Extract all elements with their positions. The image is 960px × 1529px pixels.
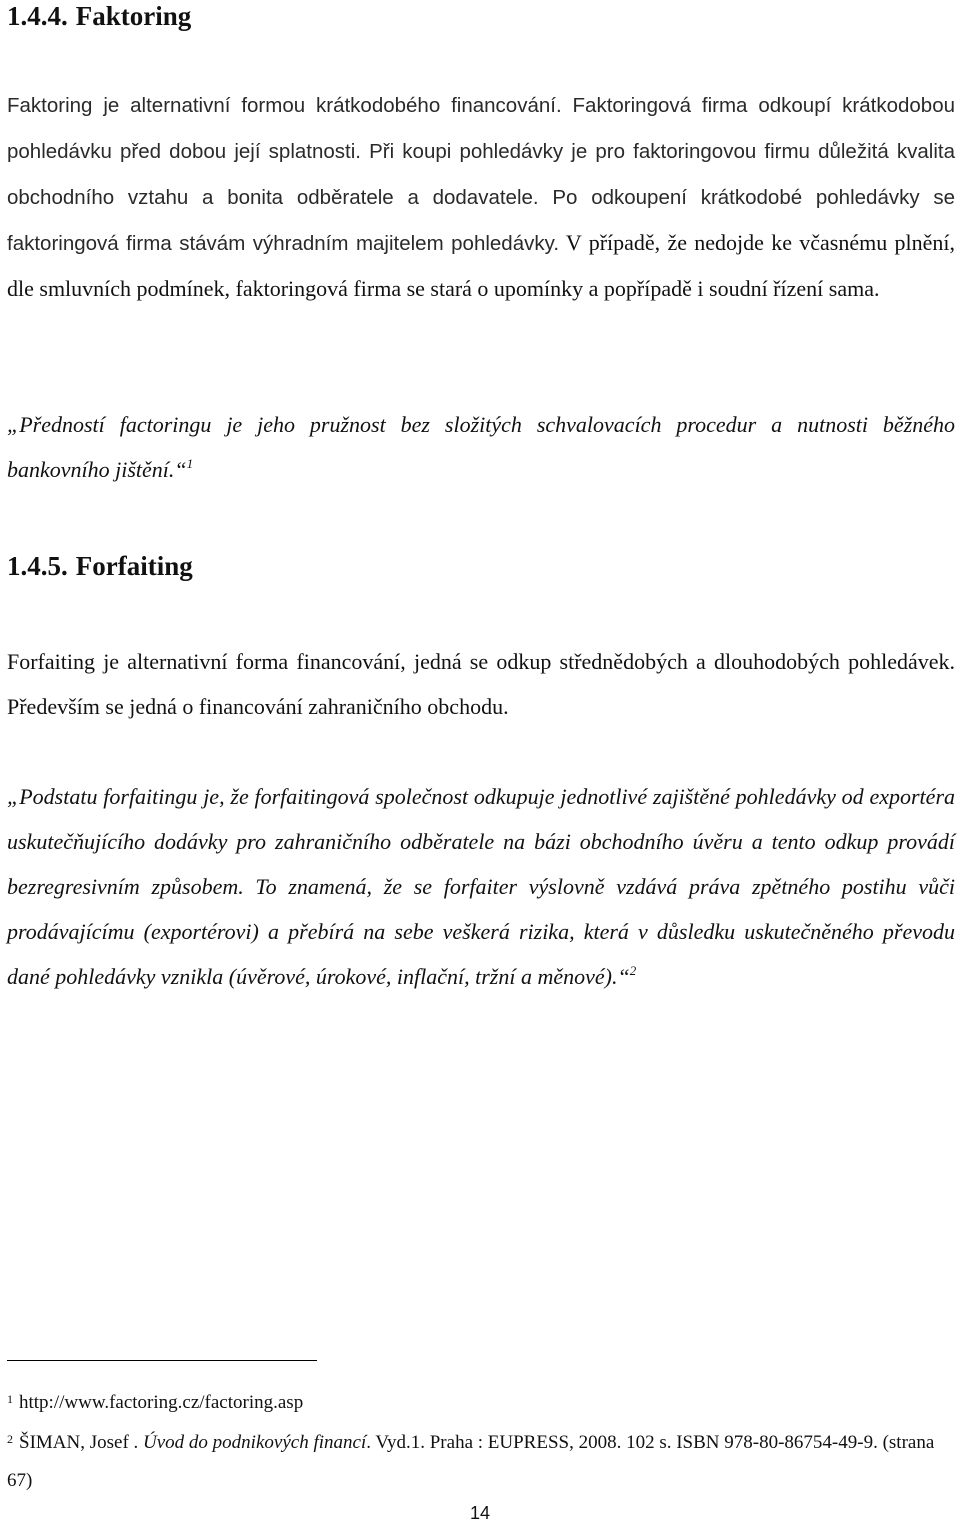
section-title: Faktoring — [75, 1, 192, 31]
faktoring-quote — [7, 402, 955, 492]
section-heading-forfaiting — [7, 550, 193, 582]
footnote-1 — [7, 1384, 955, 1422]
section-heading-faktoring — [7, 0, 191, 32]
footnote-2-rest: . Vyd.1. Praha : EUPRESS, 2008. 102 s. ISBN 978-80-86754-49-9. (strana 67) — [7, 1432, 935, 1491]
footnote-marker: 2 — [7, 1432, 13, 1446]
forfaiting-quote-text: „Podstatu forfaitingu je, že forfaitingová společnost odkupuje jednotlivé zajištěné pohledávky od exportéra uskutečňujícího dodávky pro zahraničního odběratele na bázi obchodního úvěru a tento odkup provádí bezregresivním způsobem. To znamená, že se forfaiter výslovně vzdává práva zpětného postihu vůči prodávajícímu (exportérovi) a přebírá na sebe veškerá rizika, která v důsledku uskutečněného převodu dané pohledávky vznikla (úvěrové, úrokové, inflační, tržní a měnové).“ — [7, 784, 955, 989]
footnote-ref-1[interactable]: 1 — [186, 456, 194, 471]
footnote-2 — [7, 1424, 955, 1500]
section-number: 1.4.5. — [7, 551, 68, 581]
section-title: Forfaiting — [75, 551, 193, 581]
faktoring-paragraph-serif: V případě, že nedojde ke včasnému plnění, dle smluvních podmínek, faktoringová firma se stará o upomínky a popřípadě i soudní řízení sama. — [7, 230, 955, 301]
footnote-1-link[interactable]: http://www.factoring.cz/factoring.asp — [19, 1392, 304, 1413]
footnote-2-author: ŠIMAN, Josef . — [19, 1432, 139, 1453]
forfaiting-paragraph: Forfaiting je alternativní forma financování, jedná se odkup střednědobých a dlouhodobých pohledávek. Především se jedná o financování zahraničního obchodu. — [7, 649, 955, 719]
footnote-ref-2[interactable]: 2 — [629, 963, 637, 978]
faktoring-paragraph-sans: Faktoring je alternativní formou krátkodobého financování. Faktoringová firma odkoupí krátkodobou pohledávku před dobou její splatnosti. Při koupi pohledávky je pro faktoringovou firmu důležitá kvalita obchodního vztahu a bonita odběratele a dodavatele. Po odkoupení krátkodobé pohledávky se faktoringová firma stávám výhradním majitelem pohledávky. — [7, 94, 955, 255]
page-number: 14 — [469, 1503, 491, 1523]
section-number: 1.4.4. — [7, 1, 68, 31]
footnote-2-title: Úvod do podnikových financí — [143, 1432, 367, 1453]
footnote-marker: 1 — [7, 1392, 13, 1406]
forfaiting-quote — [7, 774, 955, 999]
footnote-separator — [7, 1360, 317, 1361]
faktoring-quote-text: „Předností factoringu je jeho pružnost bez složitých schvalovacích procedur a nutnosti běžného bankovního jištění.“ — [7, 412, 955, 482]
faktoring-paragraph — [7, 82, 955, 311]
